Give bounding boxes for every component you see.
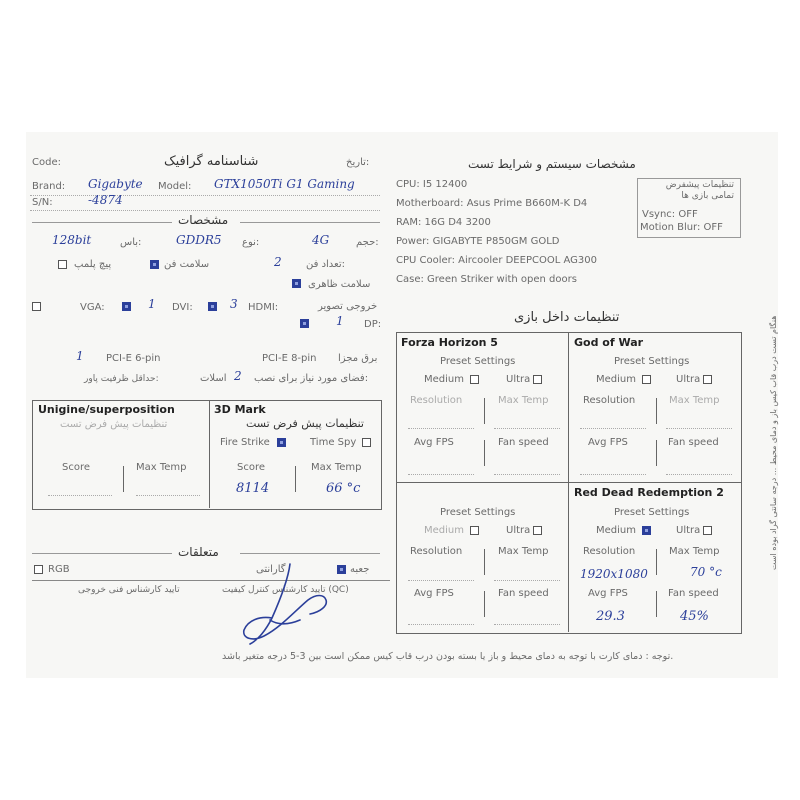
rdr-divider-2 (656, 591, 657, 617)
rdr-ultra-label: Ultra (676, 525, 701, 536)
rdr-avg-fps-value: 29.3 (596, 609, 625, 624)
accessories-rule-left (32, 553, 172, 554)
mark3d-title: 3D Mark (214, 403, 266, 416)
untitled-resolution-label: Resolution (410, 546, 463, 557)
box-label: جعبه (350, 564, 370, 575)
mark3d-max-temp-label: Max Temp (311, 462, 362, 473)
visual-health-checkbox[interactable] (292, 279, 301, 288)
untitled-fps-line (408, 624, 474, 625)
rdr-resolution-label: Resolution (583, 546, 636, 557)
time-spy-label: Time Spy (310, 437, 357, 448)
rdr-preset-label: Preset Settings (614, 507, 690, 518)
gow-ultra-checkbox[interactable] (703, 375, 712, 384)
forza-preset-label: Preset Settings (440, 356, 516, 367)
vga-label: VGA: (80, 302, 105, 313)
forza-divider-1 (484, 398, 485, 424)
date-label: تاریخ: (346, 157, 370, 168)
side-note: هنگام تست درب قاب کیس باز و دمای محیط ... درجه سانتی گراد بوده است (769, 315, 778, 570)
forza-fan-line (494, 474, 560, 475)
mark3d-preset-label: تنظیمات پیش فرض تست (246, 417, 364, 430)
untitled-medium-label: Medium (424, 525, 464, 536)
untitled-preset-label: Preset Settings (440, 507, 516, 518)
rdr-avg-fps-label: Avg FPS (588, 588, 628, 599)
sn-value: -4874 (88, 193, 123, 207)
untitled-fan-speed-label: Fan speed (498, 588, 549, 599)
rdr-max-temp-label: Max Temp (669, 546, 720, 557)
system-ram: RAM: 16G D4 3200 (396, 217, 491, 228)
brand-underline (30, 195, 380, 196)
untitled-temp-line (494, 580, 560, 581)
bus-label: باس: (120, 237, 142, 248)
fan-count-value: 2 (274, 255, 282, 269)
gow-fps-line (580, 474, 646, 475)
rdr-resolution-value: 1920x1080 (580, 567, 648, 581)
specs-rule-left (32, 222, 172, 223)
unigine-col-divider (123, 466, 124, 492)
rdr-max-temp-value: 70 °c (690, 565, 722, 579)
specs-rule-right (240, 222, 380, 223)
fan-health-label: سلامت فن (164, 259, 210, 270)
sn-underline (30, 210, 380, 211)
untitled-medium-checkbox[interactable] (470, 526, 479, 535)
power-label: برق مجزا (338, 353, 378, 364)
untitled-ultra-checkbox[interactable] (533, 526, 542, 535)
forza-temp-line (494, 428, 560, 429)
untitled-res-line (408, 580, 474, 581)
rdr-medium-checkbox[interactable] (642, 526, 651, 535)
model-label: Model: (158, 181, 192, 192)
warranty-label: گارانتی (256, 564, 286, 575)
fire-strike-checkbox[interactable] (277, 438, 286, 447)
rdr-title: Red Dead Redemption 2 (574, 486, 724, 499)
system-case: Case: Green Striker with open doors (396, 274, 577, 285)
screw-checkbox[interactable] (58, 260, 67, 269)
untitled-ultra-label: Ultra (506, 525, 531, 536)
hdmi-checkbox[interactable] (208, 302, 217, 311)
forza-medium-label: Medium (424, 374, 464, 385)
accessories-heading: متعلقات (178, 545, 219, 559)
default-settings-label: تنظیمات پیشفرض تمامی بازی ها (665, 180, 734, 202)
gow-medium-checkbox[interactable] (642, 375, 651, 384)
sn-label: S/N: (32, 197, 53, 208)
bus-value: 128bit (52, 233, 92, 247)
volume-label: حجم: (356, 237, 379, 248)
mark3d-score-label: Score (237, 462, 266, 473)
rdr-divider-1 (656, 549, 657, 575)
untitled-divider-1 (484, 549, 485, 575)
untitled-fan-line (494, 624, 560, 625)
forza-avg-fps-label: Avg FPS (414, 437, 454, 448)
vsync-setting: Vsync: OFF (642, 209, 698, 220)
gow-title: God of War (574, 336, 644, 349)
rgb-label: RGB (48, 564, 70, 575)
system-power: Power: GIGABYTE P850GM GOLD (396, 236, 560, 247)
forza-title: Forza Horizon 5 (401, 336, 498, 349)
untitled-max-temp-label: Max Temp (498, 546, 549, 557)
forza-max-temp-label: Max Temp (498, 395, 549, 406)
pcie8-label: PCI-E 8-pin (262, 353, 317, 364)
time-spy-checkbox[interactable] (362, 438, 371, 447)
gow-fan-speed-label: Fan speed (668, 437, 719, 448)
tech-approval-label: تایید کارشناس فنی خروجی (78, 585, 180, 595)
motion-blur-setting: Motion Blur: OFF (640, 222, 723, 233)
slots-value: 2 (234, 369, 242, 383)
gow-preset-label: Preset Settings (614, 356, 690, 367)
qc-approval-label: تایید کارشناس کنترل کیفیت (QC) (222, 585, 349, 595)
gow-divider-1 (656, 398, 657, 424)
unigine-temp-line (136, 495, 200, 496)
mark3d-col-divider (295, 466, 296, 492)
code-label: Code: (32, 157, 61, 168)
gow-avg-fps-label: Avg FPS (588, 437, 628, 448)
untitled-avg-fps-label: Avg FPS (414, 588, 454, 599)
visual-health-label: سلامت ظاهری (308, 279, 371, 290)
dvi-checkbox[interactable] (122, 302, 131, 311)
screw-label: پیچ پلمپ (74, 259, 112, 270)
gow-temp-line (666, 428, 732, 429)
fan-health-checkbox[interactable] (150, 260, 159, 269)
forza-resolution-label: Resolution (410, 395, 463, 406)
system-heading: مشخصات سیستم و شرایط تست (468, 157, 636, 171)
hdmi-value: 3 (230, 297, 238, 311)
unigine-score-line (48, 495, 112, 496)
dp-label: DP: (364, 319, 382, 330)
gow-ultra-label: Ultra (676, 374, 701, 385)
pcie6-value: 1 (76, 349, 84, 363)
forza-ultra-label: Ultra (506, 374, 531, 385)
rgb-checkbox[interactable] (34, 565, 43, 574)
specs-heading: مشخصات (178, 213, 229, 227)
rdr-ultra-checkbox[interactable] (703, 526, 712, 535)
accessories-rule-right (240, 553, 380, 554)
unigine-preset-label: تنظیمات پیش فرض تست (60, 419, 168, 430)
forza-res-line (408, 428, 474, 429)
dvi-label: DVI: (172, 302, 193, 313)
mark3d-score-value: 8114 (236, 481, 270, 496)
system-motherboard: Motherboard: Asus Prime B660M-K D4 (396, 198, 588, 209)
outputs-label: خروجی تصویر (318, 301, 378, 312)
volume-value: 4G (312, 233, 330, 247)
forza-fps-line (408, 474, 474, 475)
vga-checkbox[interactable] (32, 302, 41, 311)
mark3d-max-temp-value: 66 °c (326, 481, 361, 496)
forza-ultra-checkbox[interactable] (533, 375, 542, 384)
forza-fan-speed-label: Fan speed (498, 437, 549, 448)
brand-value: Gigabyte (88, 177, 143, 191)
rdr-fan-speed-value: 45% (680, 609, 709, 624)
gow-fan-line (666, 474, 732, 475)
unigine-max-temp-label: Max Temp (136, 462, 187, 473)
untitled-divider-2 (484, 591, 485, 617)
footer-note: توجه : دمای کارت با توجه به دمای محیط و باز یا بسته بودن درب قاب کیس ممکن است بین 3-5 درجه متغیر باشد. (222, 651, 674, 662)
pcie6-label: PCI-E 6-pin (106, 353, 161, 364)
card-title: شناسنامه گرافیک (164, 154, 259, 169)
min-psu-label: حداقل ظرفیت پاور: (84, 374, 159, 384)
rdr-medium-label: Medium (596, 525, 636, 536)
games-heading: تنظیمات داخل بازی (514, 310, 620, 325)
dp-value: 1 (336, 314, 344, 328)
system-cooler: CPU Cooler: Aircooler DEEPCOOL AG300 (396, 255, 597, 266)
system-cpu: CPU: I5 12400 (396, 179, 468, 190)
fire-strike-label: Fire Strike (220, 437, 270, 448)
unigine-title: Unigine/superposition (38, 403, 175, 416)
gow-resolution-label: Resolution (583, 395, 636, 406)
gow-medium-label: Medium (596, 374, 636, 385)
forza-medium-checkbox[interactable] (470, 375, 479, 384)
fan-count-label: تعداد فن: (306, 259, 346, 270)
unigine-score-label: Score (62, 462, 91, 473)
gow-divider-2 (656, 440, 657, 466)
slots-unit: اسلات (200, 373, 227, 384)
model-value: GTX1050Ti G1 Gaming (214, 177, 355, 191)
gow-max-temp-label: Max Temp (669, 395, 720, 406)
signature-icon (230, 560, 340, 650)
dvi-value: 1 (148, 297, 156, 311)
slots-label: فضای مورد نیاز برای نصب: (254, 373, 369, 384)
games-grid-horizontal (396, 482, 741, 483)
benchmark-divider (209, 400, 210, 508)
type-value: GDDR5 (176, 233, 222, 247)
brand-label: Brand: (32, 181, 66, 192)
forza-divider-2 (484, 440, 485, 466)
type-label: نوع: (242, 237, 260, 248)
hdmi-label: HDMI: (248, 302, 279, 313)
gow-res-line (580, 428, 646, 429)
dp-checkbox[interactable] (300, 319, 309, 328)
rdr-fan-speed-label: Fan speed (668, 588, 719, 599)
